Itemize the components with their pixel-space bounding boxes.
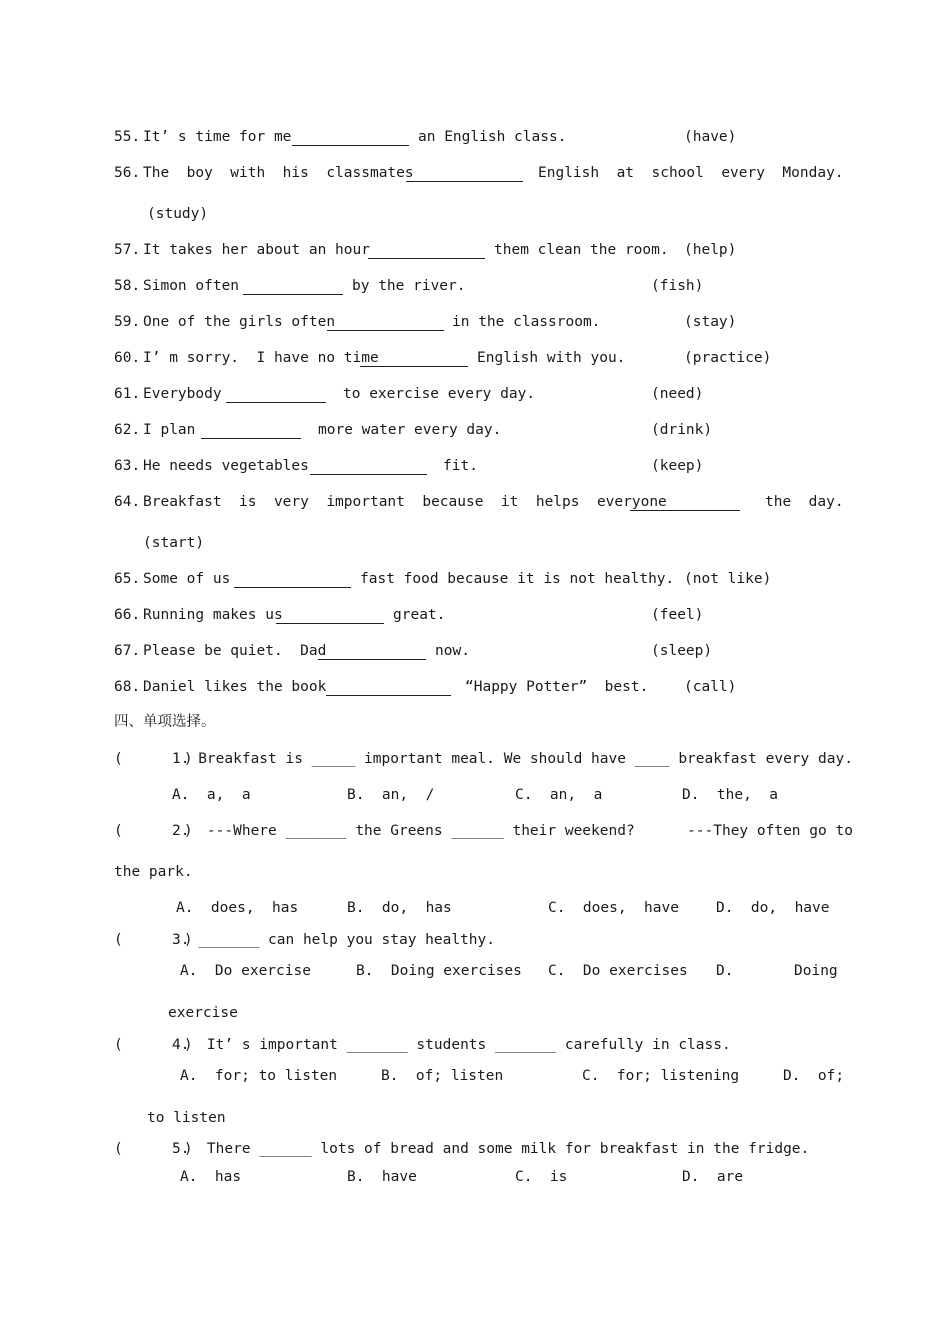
question-number: 56. [114, 165, 141, 181]
question-text: fast food because it is not healthy. [360, 571, 675, 587]
question-number: 61. [114, 386, 141, 402]
option-d[interactable]: D. of; [783, 1068, 845, 1084]
answer-blank[interactable] [318, 659, 426, 660]
question-text: He needs vegetables [143, 458, 309, 474]
question-text: more water every day. [318, 422, 502, 438]
option-a[interactable]: A. for; to listen [180, 1068, 338, 1084]
question-stem-continued: the park. [114, 864, 193, 880]
option-a[interactable]: A. Do exercise [180, 963, 311, 979]
option-c[interactable]: C. an, a [515, 787, 603, 803]
verb-hint: (have) [684, 129, 737, 145]
answer-blank[interactable] [234, 587, 351, 588]
question-number: 65. [114, 571, 141, 587]
verb-hint: (study) [147, 206, 209, 222]
verb-hint: (stay) [684, 314, 737, 330]
verb-hint: (practice) [684, 350, 772, 366]
option-a[interactable]: A. a, a [172, 787, 251, 803]
question-text: fit. [443, 458, 478, 474]
option-c[interactable]: C. does, have [548, 900, 679, 916]
question-stem: 4. It’ s important _______ students _______ carefully in class. [172, 1037, 731, 1053]
verb-hint: (fish) [651, 278, 704, 294]
question-text: Running makes us [143, 607, 283, 623]
verb-hint: (start) [143, 535, 205, 551]
question-number: 63. [114, 458, 141, 474]
verb-hint: (sleep) [651, 643, 713, 659]
verb-hint: (feel) [651, 607, 704, 623]
answer-blank[interactable] [406, 181, 523, 182]
option-b[interactable]: B. do, has [347, 900, 452, 916]
option-d-text[interactable]: Doing [794, 963, 838, 979]
answer-paren[interactable]: ( ) [114, 932, 193, 948]
question-number: 59. [114, 314, 141, 330]
question-number: 67. [114, 643, 141, 659]
question-text: Breakfast is very important because it helps everyone [143, 494, 667, 510]
answer-blank[interactable] [630, 510, 740, 511]
option-c[interactable]: C. Do exercises [548, 963, 688, 979]
answer-paren[interactable]: ( ) [114, 1141, 193, 1157]
question-text: them clean the room. [494, 242, 669, 258]
question-stem: 3. _______ can help you stay healthy. [172, 932, 496, 948]
question-text: English at school every Monday. [538, 165, 844, 181]
question-text: The boy with his classmates [143, 165, 414, 181]
option-d[interactable]: D. do, have [716, 900, 830, 916]
option-a[interactable]: A. does, has [176, 900, 299, 916]
option-a[interactable]: A. has [180, 1169, 242, 1185]
verb-hint: (call) [684, 679, 737, 695]
answer-blank[interactable] [368, 258, 485, 259]
answer-paren[interactable]: ( ) [114, 1037, 193, 1053]
question-text: One of the girls often [143, 314, 336, 330]
option-d-continued[interactable]: to listen [147, 1110, 226, 1126]
option-c[interactable]: C. is [515, 1169, 568, 1185]
question-text: Daniel likes the book [143, 679, 327, 695]
option-c[interactable]: C. for; listening [582, 1068, 740, 1084]
answer-blank[interactable] [201, 438, 301, 439]
verb-hint: (drink) [651, 422, 713, 438]
question-stem: 1. Breakfast is _____ important meal. We should have ____ breakfast every day. [172, 751, 853, 767]
question-text: now. [435, 643, 470, 659]
question-text: by the river. [352, 278, 466, 294]
answer-paren[interactable]: ( ) [114, 751, 193, 767]
question-text: “Happy Potter” best. [465, 679, 649, 695]
option-b[interactable]: B. have [347, 1169, 417, 1185]
question-text: It’ s time for me [143, 129, 292, 145]
answer-blank[interactable] [243, 294, 343, 295]
section-heading: 四、单项选择。 [114, 714, 216, 730]
answer-blank[interactable] [327, 330, 444, 331]
answer-blank[interactable] [276, 623, 384, 624]
verb-hint: (not like) [684, 571, 772, 587]
question-number: 60. [114, 350, 141, 366]
verb-hint: (keep) [651, 458, 704, 474]
question-number: 57. [114, 242, 141, 258]
question-stem: 5. There ______ lots of bread and some milk for breakfast in the fridge. [172, 1141, 810, 1157]
verb-hint: (need) [651, 386, 704, 402]
question-text: an English class. [418, 129, 567, 145]
option-d[interactable]: D. are [682, 1169, 744, 1185]
question-text: English with you. [477, 350, 626, 366]
question-text: great. [393, 607, 446, 623]
answer-blank[interactable] [326, 695, 451, 696]
option-d[interactable]: D. the, a [682, 787, 779, 803]
question-number: 64. [114, 494, 141, 510]
answer-blank[interactable] [226, 402, 326, 403]
question-text: to exercise every day. [343, 386, 536, 402]
option-b[interactable]: B. Doing exercises [356, 963, 522, 979]
option-b[interactable]: B. an, / [347, 787, 435, 803]
question-number: 66. [114, 607, 141, 623]
answer-blank[interactable] [310, 474, 427, 475]
question-text: Everybody [143, 386, 222, 402]
question-text: It takes her about an hour [143, 242, 370, 258]
question-number: 68. [114, 679, 141, 695]
answer-blank[interactable] [360, 366, 468, 367]
verb-hint: (help) [684, 242, 737, 258]
question-text: Some of us [143, 571, 231, 587]
answer-paren[interactable]: ( ) [114, 823, 193, 839]
option-b[interactable]: B. of; listen [381, 1068, 504, 1084]
question-text: the day. [765, 494, 844, 510]
question-number: 58. [114, 278, 141, 294]
question-text: Please be quiet. Dad [143, 643, 327, 659]
option-d-continued[interactable]: exercise [168, 1005, 238, 1021]
question-number: 55. [114, 129, 141, 145]
question-text: I’ m sorry. I have no time [143, 350, 379, 366]
question-text: I plan [143, 422, 196, 438]
question-text: Simon often [143, 278, 240, 294]
question-text: in the classroom. [452, 314, 601, 330]
question-stem: 2. ---Where _______ the Greens ______ their weekend? ---They often go to [172, 823, 853, 839]
answer-blank[interactable] [292, 145, 409, 146]
option-d[interactable]: D. [716, 963, 734, 979]
question-number: 62. [114, 422, 141, 438]
